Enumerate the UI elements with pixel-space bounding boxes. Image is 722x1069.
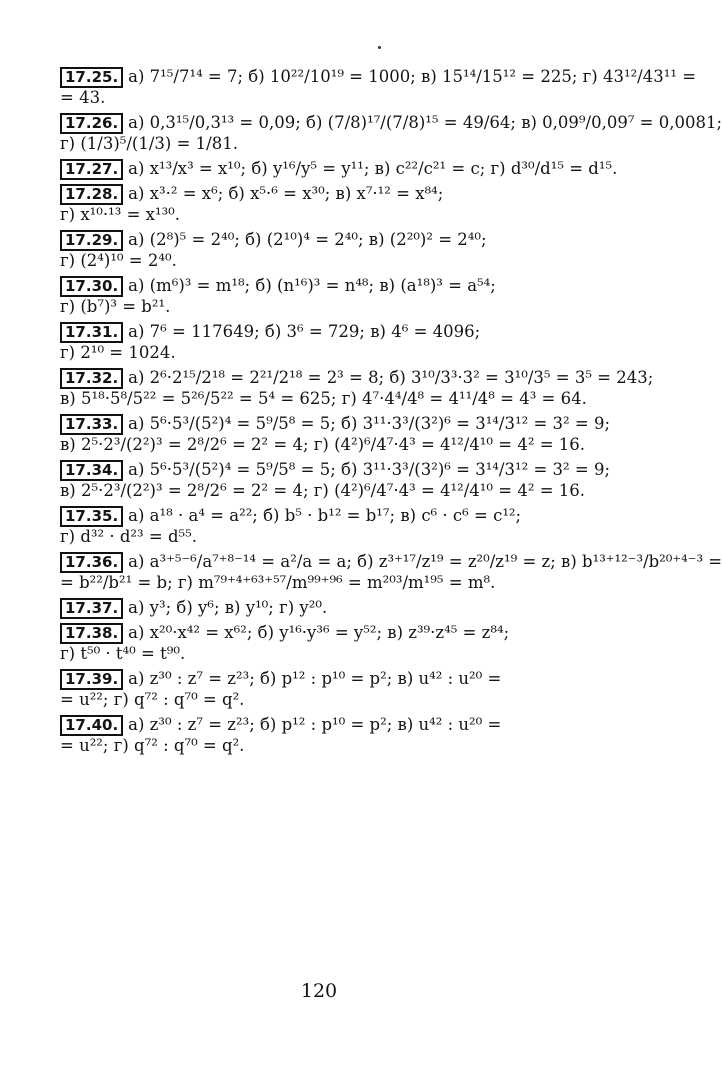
exercise-line	[60, 204, 590, 225]
exercise-line	[60, 434, 590, 455]
exercise-text: г) (b⁷)³ = b²¹.	[60, 297, 171, 316]
exercise-line	[60, 250, 590, 271]
exercise-number: 17.33.	[60, 414, 123, 435]
exercise-line	[60, 229, 590, 250]
exercise-line	[60, 321, 590, 342]
exercise-text: а) y³; б) y⁶; в) y¹⁰; г) y²⁰.	[128, 598, 328, 617]
exercise-text: а) 5⁶·5³/(5²)⁴ = 5⁹/5⁸ = 5; б) 3¹¹·3³/(3²)⁶ = 3¹⁴/3¹² = 3² = 9;	[128, 414, 611, 433]
exercise-line	[60, 367, 654, 388]
exercise-number: 17.26.	[60, 113, 123, 134]
exercise-number: 17.27.	[60, 159, 123, 180]
exercise-line	[60, 87, 590, 108]
exercise-number: 17.38.	[60, 623, 123, 644]
exercise-text: а) 2⁶·2¹⁵/2¹⁸ = 2²¹/2¹⁸ = 2³ = 8; б) 3¹⁰/3³·3² = 3¹⁰/3⁵ = 3⁵ = 243;	[128, 368, 654, 387]
exercise-text: а) a¹⁸ · a⁴ = a²²; б) b⁵ · b¹² = b¹⁷; в) c⁶ · c⁶ = c¹²;	[128, 506, 522, 525]
exercise-line	[60, 551, 722, 572]
exercise-line	[60, 526, 590, 547]
exercise-text: г) (2⁴)¹⁰ = 2⁴⁰.	[60, 251, 177, 270]
exercise-line	[60, 668, 590, 689]
exercise-number: 17.35.	[60, 506, 123, 527]
exercise-text: а) x²⁰·x⁴² = x⁶²; б) y¹⁶·y³⁶ = y⁵²; в) z³⁹·z⁴⁵ = z⁸⁴;	[128, 623, 510, 642]
exercise-number: 17.37.	[60, 598, 123, 619]
exercise-text: г) t⁵⁰ · t⁴⁰ = t⁹⁰.	[60, 644, 186, 663]
exercise-line	[60, 689, 590, 710]
exercise-line	[60, 66, 697, 87]
exercise-17-40	[60, 714, 590, 756]
exercise-17-29	[60, 229, 590, 271]
exercise-17-35	[60, 505, 590, 547]
exercise-line	[60, 459, 611, 480]
exercise-number: 17.40.	[60, 715, 123, 736]
exercise-line	[60, 342, 590, 363]
exercise-line	[60, 296, 590, 317]
exercise-number: 17.39.	[60, 669, 123, 690]
exercise-17-27	[60, 158, 618, 179]
exercise-number: 17.28.	[60, 184, 123, 205]
exercise-17-34	[60, 459, 611, 501]
exercise-line	[60, 735, 590, 756]
exercise-text: в) 5¹⁸·5⁸/5²² = 5²⁶/5²² = 5⁴ = 625; г) 4⁷·4⁴/4⁸ = 4¹¹/4⁸ = 4³ = 64.	[60, 389, 587, 408]
exercise-17-25	[60, 66, 697, 108]
exercise-17-36	[60, 551, 722, 593]
exercise-17-39	[60, 668, 590, 710]
exercise-17-28	[60, 183, 590, 225]
exercise-17-31	[60, 321, 590, 363]
exercise-line	[60, 183, 590, 204]
exercise-line	[60, 572, 590, 593]
exercise-text: г) 2¹⁰ = 1024.	[60, 343, 176, 362]
exercise-number: 17.36.	[60, 552, 123, 573]
exercise-text: а) (m⁶)³ = m¹⁸; б) (n¹⁶)³ = n⁴⁸; в) (a¹⁸)³ = a⁵⁴;	[128, 276, 496, 295]
exercise-line	[60, 133, 590, 154]
exercise-text: а) z³⁰ : z⁷ = z²³; б) p¹² : p¹⁰ = p²; в) u⁴² : u²⁰ =	[128, 715, 502, 734]
exercise-text: = u²²; г) q⁷² : q⁷⁰ = q².	[60, 736, 245, 755]
exercise-text: г) (1/3)⁵/(1/3) = 1/81.	[60, 134, 238, 153]
exercise-17-26	[60, 112, 722, 154]
exercise-line	[60, 505, 590, 526]
exercise-number: 17.32.	[60, 368, 123, 389]
exercise-text: а) 0,3¹⁵/0,3¹³ = 0,09; б) (7/8)¹⁷/(7/8)¹⁵ = 49/64; в) 0,09⁹/0,09⁷ = 0,0081;	[128, 113, 722, 132]
exercise-17-38	[60, 622, 590, 664]
exercise-number: 17.31.	[60, 322, 123, 343]
exercise-line	[60, 480, 590, 501]
exercise-line	[60, 714, 590, 735]
exercise-text: а) 7⁶ = 117649; б) 3⁶ = 729; в) 4⁶ = 4096;	[128, 322, 481, 341]
exercise-text: а) (2⁸)⁵ = 2⁴⁰; б) (2¹⁰)⁴ = 2⁴⁰; в) (2²⁰)² = 2⁴⁰;	[128, 230, 487, 249]
exercise-17-33	[60, 413, 611, 455]
exercise-number: 17.30.	[60, 276, 123, 297]
exercise-text: а) x³·² = x⁶; б) x⁵·⁶ = x³⁰; в) x⁷·¹² = x⁸⁴;	[128, 184, 444, 203]
stray-dot	[378, 46, 381, 49]
exercise-text: г) d³² · d²³ = d⁵⁵.	[60, 527, 197, 546]
exercise-line	[60, 597, 590, 618]
exercise-line	[60, 413, 611, 434]
exercise-text: а) x¹³/x³ = x¹⁰; б) y¹⁶/y⁵ = y¹¹; в) c²²/c²¹ = c; г) d³⁰/d¹⁵ = d¹⁵.	[128, 159, 618, 178]
exercise-number: 17.34.	[60, 460, 123, 481]
exercise-line	[60, 622, 590, 643]
exercise-17-32	[60, 367, 654, 409]
exercise-text: а) z³⁰ : z⁷ = z²³; б) p¹² : p¹⁰ = p²; в) u⁴² : u²⁰ =	[128, 669, 502, 688]
solutions-page	[60, 66, 722, 760]
exercise-line	[60, 112, 722, 133]
exercise-text: а) 7¹⁵/7¹⁴ = 7; б) 10²²/10¹⁹ = 1000; в) 15¹⁴/15¹² = 225; г) 43¹²/43¹¹ =	[128, 67, 697, 86]
exercise-text: а) 5⁶·5³/(5²)⁴ = 5⁹/5⁸ = 5; б) 3¹¹·3³/(3²)⁶ = 3¹⁴/3¹² = 3² = 9;	[128, 460, 611, 479]
exercise-text: = b²²/b²¹ = b; г) m⁷⁹⁺⁴⁺⁶³⁺⁵⁷/m⁹⁹⁺⁹⁶ = m²⁰³/m¹⁹⁵ = m⁸.	[60, 573, 496, 592]
exercise-line	[60, 643, 590, 664]
exercise-text: в) 2⁵·2³/(2²)³ = 2⁸/2⁶ = 2² = 4; г) (4²)⁶/4⁷·4³ = 4¹²/4¹⁰ = 4² = 16.	[60, 435, 586, 454]
exercise-text: = 43.	[60, 88, 106, 107]
exercise-text: а) a³⁺⁵⁻⁶/a⁷⁺⁸⁻¹⁴ = a²/a = a; б) z³⁺¹⁷/z¹⁹ = z²⁰/z¹⁹ = z; в) b¹³⁺¹²⁻³/b²⁰⁺⁴⁻³ =	[128, 552, 722, 571]
exercise-number: 17.29.	[60, 230, 123, 251]
exercise-17-37	[60, 597, 590, 618]
exercise-text: г) x¹⁰·¹³ = x¹³⁰.	[60, 205, 181, 224]
page-number: 120	[300, 980, 338, 1002]
exercise-number: 17.25.	[60, 67, 123, 88]
exercise-line	[60, 275, 590, 296]
exercise-17-30	[60, 275, 590, 317]
exercise-text: в) 2⁵·2³/(2²)³ = 2⁸/2⁶ = 2² = 4; г) (4²)⁶/4⁷·4³ = 4¹²/4¹⁰ = 4² = 16.	[60, 481, 586, 500]
exercise-line	[60, 158, 618, 179]
exercise-text: = u²²; г) q⁷² : q⁷⁰ = q².	[60, 690, 245, 709]
exercise-line	[60, 388, 590, 409]
